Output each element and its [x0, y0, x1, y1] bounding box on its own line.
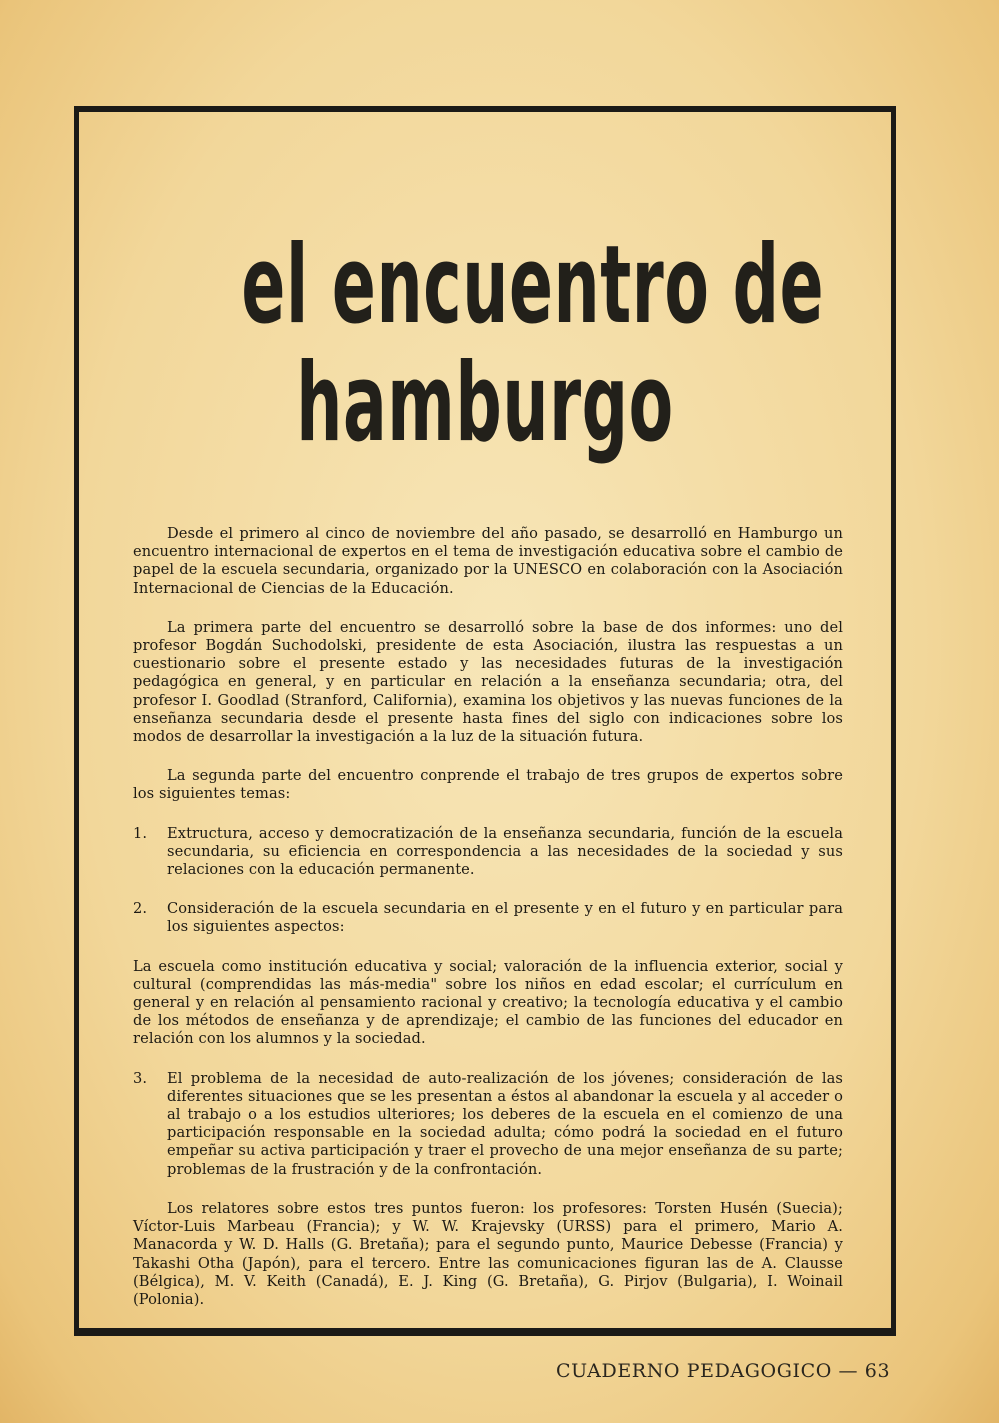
- page-footer: CUADERNO PEDAGOGICO — 63: [556, 1360, 891, 1382]
- paragraph-first-part: La primera parte del encuentro se desarrolló sobre la base de dos informes: uno del profesor Bogdán Suchodolski, presidente de esta Asociación, ilustra las respuestas a un cuestionario sobre el presente estado y las necesidades futuras de la investigación pedagógica en general, y en particular en relación a la enseñanza secundaria; otra, del profesor I. Goodlad (Stranford, California), examina los objetivos y las nuevas funciones de la enseñanza secundaria desde el presente hasta fines del siglo con indicaciones sobre los modos de desarrollar la investigación a la luz de la situación futura.: [133, 618, 843, 746]
- paragraph-rapporteurs: Los relatores sobre estos tres puntos fueron: los profesores: Torsten Husén (Suecia); Víctor-Luis Marbeau (Francia); y W. W. Krajevsky (URSS) para el primero, Mario A. Manacorda y W. D. Halls (G. Bretaña); para el segundo punto, Maurice Debesse (Francia) y Takashi Otha (Japón), para el tercero. Entre las comunicaciones figuran las de A. Clausse (Bélgica), M. V. Keith (Canadá), E. J. King (G. Bretaña), G. Pirjov (Bulgaria), I. Woinail (Polonia).: [133, 1199, 843, 1308]
- list-item-text: Consideración de la escuela secundaria en el presente y en el futuro y en particular para los siguientes aspectos:: [167, 900, 843, 936]
- article-body: [133, 525, 843, 1330]
- list-item-number: 2.: [133, 900, 148, 918]
- list-item-subparagraph: La escuela como institución educativa y social; valoración de la influencia exterior, social y cultural (comprendidas las más-media" sobre los niños en edad escolar; el currículum en general y en relación al pensamiento racional y creativo; la tecnología educativa y el cambio de los métodos de enseñanza y de aprendizaje; el cambio de las funciones del educador en relación con los alumnos y la sociedad.: [133, 957, 843, 1048]
- title-line-1: el encuentro de: [241, 223, 825, 348]
- list-item-text: El problema de la necesidad de auto-realización de los jóvenes; consideración de las diferentes situaciones que se les presentan a éstos al abandonar la escuela y al acceder o al trabajo o a los estudios ulteriores; los deberes de la escuela en el comienzo de una participación responsable en la sociedad adulta; cómo podrá la sociedad en el futuro empeñar su activa participación y traer el provecho de una mejor enseñanza de su parte; problemas de la frustración y de la confrontación.: [167, 1069, 843, 1178]
- list-item-number: 1.: [133, 824, 148, 842]
- paragraph-second-part: La segunda parte del encuentro conprende el trabajo de tres grupos de expertos sobre los siguientes temas:: [133, 767, 843, 803]
- list-item-text: Extructura, acceso y democratización de la enseñanza secundaria, función de la escuela secundaria, su eficiencia en correspondencia a las necesidades de la sociedad y sus relaciones con la educación permanente.: [167, 824, 843, 879]
- article-title: [241, 223, 825, 466]
- paragraph-intro: Desde el primero al cinco de noviembre del año pasado, se desarrolló en Hamburgo un encuentro internacional de expertos en el tema de investigación educativa sobre el cambio de papel de la escuela secundaria, organizado por la UNESCO en colaboración con la Asociación Internacional de Ciencias de la Educación.: [133, 525, 843, 597]
- list-item: [133, 1070, 843, 1179]
- list-item-number: 3.: [133, 1069, 148, 1087]
- title-line-2: hamburgo: [296, 341, 674, 466]
- article-frame: [74, 106, 896, 1336]
- list-item: [133, 825, 843, 880]
- list-item: [133, 900, 843, 936]
